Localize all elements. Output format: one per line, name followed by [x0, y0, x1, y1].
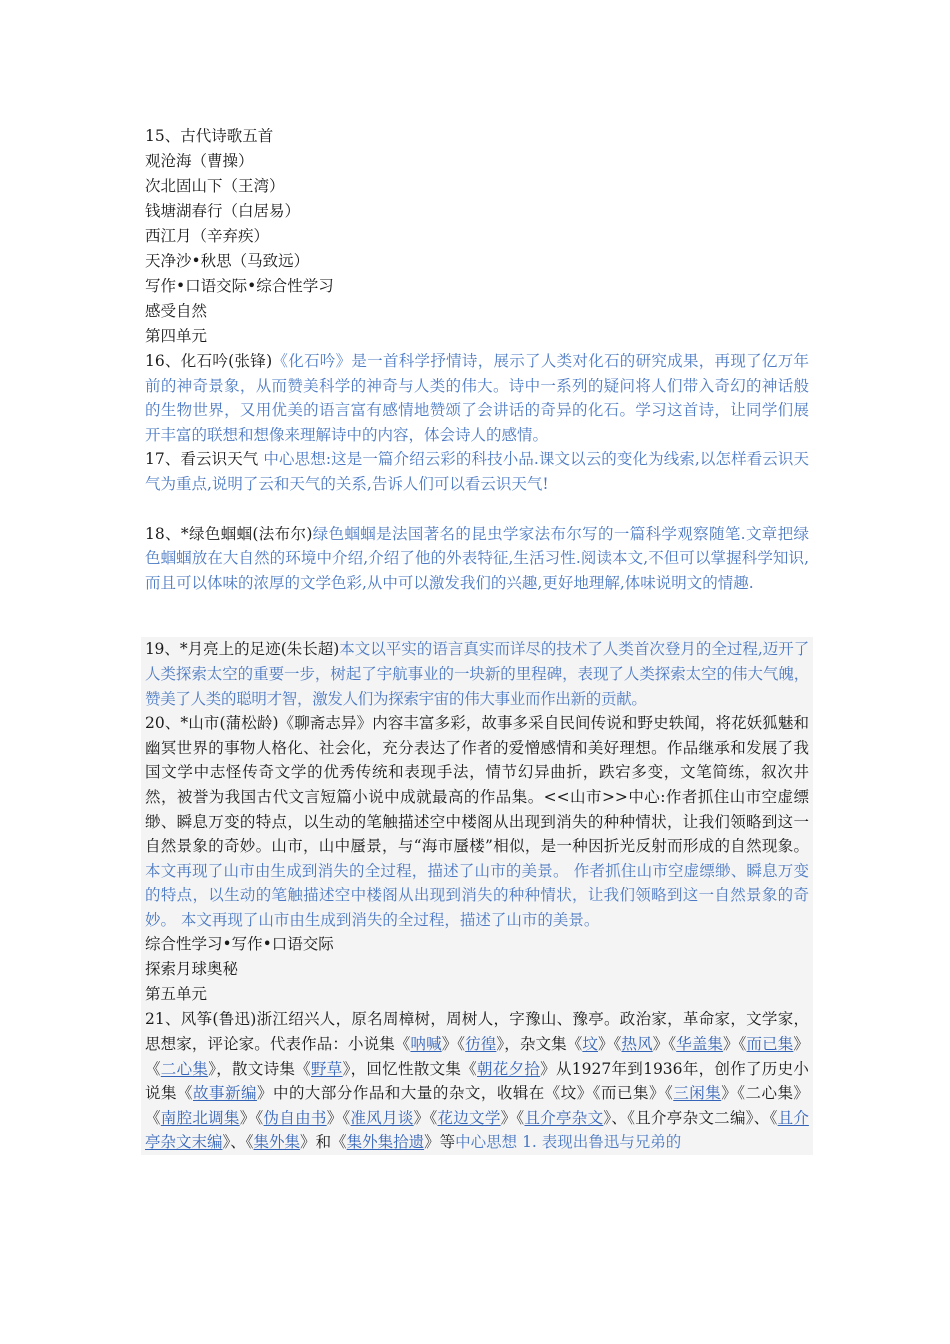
work-link[interactable]: 彷徨 — [465, 1035, 497, 1054]
text-fragment: 《二心集》 — [737, 1084, 809, 1103]
document-content — [145, 124, 809, 1155]
text-fragment: 从1927年到1936年，创作了历史小说集 — [145, 1059, 809, 1103]
lesson-16-heading: 16、化石吟(张锋) — [145, 352, 273, 370]
work-link[interactable]: 呐喊 — [410, 1035, 442, 1054]
spacer — [145, 497, 809, 522]
work-link[interactable]: 二心集 — [160, 1059, 209, 1078]
lesson-21-summary: 中心思想 1. 表现出鲁迅与兄弟的 — [455, 1133, 682, 1152]
lesson-19-paragraph — [145, 637, 809, 711]
activity-heading: 综合性学习•写作•口语交际 — [145, 935, 334, 954]
unit-5-title: 第五单元 — [145, 985, 208, 1004]
text-fragment: 等 — [439, 1133, 456, 1152]
poem-item: 观沧海（曹操） — [145, 152, 254, 170]
lesson-17-heading: 17、看云识天气 — [145, 450, 259, 469]
text-fragment: ，杂文集 — [504, 1035, 567, 1054]
work-link[interactable]: 集外集 — [253, 1133, 301, 1152]
lesson-20-paragraph — [145, 711, 809, 932]
work-link[interactable]: 伪自由书 — [263, 1108, 327, 1127]
text-fragment: 和 — [315, 1133, 332, 1152]
lesson-16-summary: 《化石吟》是一首科学抒情诗，展示了人类对化石的研究成果，再现了亿万年前的神奇景象，从而赞美科学的神奇与人类的伟大。诗中一系列的疑问将人们带入奇幻的神话般的生物世界，又用优美的语言富有感情地赞颂了会讲话的奇异的化石。学习这首诗，让同学们展开丰富的联想和想像来理解诗中的内容，体会诗人的感情。 — [145, 352, 809, 444]
lesson-17-paragraph — [145, 447, 809, 496]
work-link[interactable]: 华盖集 — [676, 1035, 724, 1054]
activity-heading: 写作•口语交际•综合性学习 — [145, 277, 334, 295]
work-link[interactable]: 朝花夕拾 — [477, 1059, 541, 1078]
unit-4-title: 第四单元 — [145, 327, 208, 345]
work-link[interactable]: 花边文学 — [437, 1108, 501, 1127]
lesson-21-paragraph: 21、风筝(鲁迅)浙江绍兴人，原名周樟树，周树人，字豫山、豫亭。政治家，革命家，文学家，思想家，评论家。代表作品：小说集《呐喊》《彷徨》，杂文集《坟》《热风》《华盖集》《而已集》《二心集》，散文诗集《野草》，回忆性散文集《朝花夕拾》从1927年到1936年，创作了历史小说集《故事新编》中的大部分作品和大量的杂文，收辑在《坟》《而已集》《三闲集》《二心集》《南腔北调集》《伪自由书》《准风月谈》《花边文学》《且介亭杂文》、《且介亭杂文二编》、《且介亭杂文末编》、《集外集》和《集外集拾遗》等中心思想 1. 表现出鲁迅与兄弟的 — [145, 1010, 809, 1152]
work-link[interactable]: 且介亭杂文 — [524, 1108, 604, 1127]
text-fragment: 中的大部分作品和大量的杂文，收辑在《坟》《而已集》 — [272, 1084, 665, 1103]
poem-item: 天净沙•秋思（马致远） — [145, 252, 310, 270]
work-link[interactable]: 热风 — [621, 1035, 653, 1054]
work-link[interactable]: 且介亭杂文末编 — [145, 1108, 809, 1152]
text-fragment: ，散文诗集 — [216, 1059, 296, 1078]
text-fragment: 、《且介亭杂文二编》、 — [611, 1108, 770, 1127]
lesson-19-summary: 本文以平实的语言真实而详尽的技术了人类首次登月的全过程,迈开了人类探索太空的重要一步，树起了宇航事业的一块新的里程碑，表现了人类探索太空的伟大气魄，赞美了人类的聪明才智，激发人们为探索宇宙的伟大事业而作出新的贡献。 — [145, 640, 809, 708]
lesson-18-summary: 绿色蝈蝈是法国著名的昆虫学家法布尔写的一篇科学观察随笔.文章把绿色蝈蝈放在大自然的环境中介绍,介绍了他的外表特征,生活习性.阅读本文,不但可以掌握科学知识,而且可以体味的浓厚的文学色彩,从中可以激发我们的兴趣,更好地理解,体味说明文的情趣. — [145, 524, 809, 592]
lesson-15-heading: 15、古代诗歌五首 — [145, 127, 274, 145]
activity-topic: 感受自然 — [145, 302, 208, 320]
activity-topic: 探索月球奥秘 — [145, 960, 239, 979]
poem-item: 钱塘湖春行（白居易） — [145, 202, 301, 220]
lesson-16-paragraph — [145, 349, 809, 447]
text-fragment: ，回忆性散文集 — [350, 1059, 462, 1078]
lesson-18-paragraph — [145, 522, 809, 596]
lesson-20-summary-highlight: 本文再现了山市由生成到消失的全过程，描述了山市的美景。 作者抓住山市空虚缥缈、瞬息万变的特点，以生动的笔触描述空中楼阁从出现到消失的种种情状，让我们领略到这一自然景象的奇妙。 本文再现了山市由生成到消失的全过程，描述了山市的美景。 — [145, 861, 809, 929]
poem-item: 次北固山下（王湾） — [145, 177, 285, 195]
work-link[interactable]: 故事新编 — [192, 1084, 257, 1103]
lesson-21-intro: 21、风筝(鲁迅)浙江绍兴人，原名周樟树，周树人，字豫山、豫亭。政治家，革命家，文学家，思想家，评论家。代表作品：小说集 — [145, 1010, 809, 1054]
shaded-section — [141, 637, 813, 1155]
work-link[interactable]: 集外集拾遗 — [346, 1133, 425, 1152]
lesson-19-heading: 19、*月亮上的足迹(朱长超) — [145, 640, 339, 659]
work-link[interactable]: 而已集 — [746, 1035, 794, 1054]
work-link[interactable]: 野草 — [311, 1059, 343, 1078]
work-link[interactable]: 南腔北调集 — [160, 1108, 240, 1127]
work-link[interactable]: 三闲集 — [673, 1084, 722, 1103]
spacer — [145, 595, 809, 637]
work-link[interactable]: 坟 — [582, 1035, 598, 1054]
lesson-18-heading: 18、*绿色蝈蝈(法布尔) — [145, 524, 313, 543]
lesson-17-summary: 中心思想:这是一篇介绍云彩的科技小品.课文以云的变化为线索,以怎样看云识天气为重点,说明了云和天气的关系,告诉人们可以看云识天气! — [145, 450, 809, 493]
work-link[interactable]: 准风月谈 — [350, 1108, 414, 1127]
lesson-20-summary: 《聊斋志异》内容丰富多彩，故事多采自民间传说和野史轶闻，将花妖狐魅和幽冥世界的事物人格化、社会化，充分表达了作者的爱憎感情和美好理想。作品继承和发展了我国文学中志怪传奇文学的优秀传统和表现手法，情节幻异曲折，跌宕多变，文笔简练，叙次井然，被誉为我国古代文言短篇小说中成就最高的作品集。<<山市>>中心:作者抓住山市空虚缥缈、瞬息万变的特点，以生动的笔触描述空中楼阁从出现到消失的种种情状，让我们领略到这一自然景象的奇妙。山市，山中蜃景，与“海市蜃楼”相似，是一种因折光反射而形成的自然现象。 — [145, 714, 809, 856]
poem-item: 西江月（辛弃疾） — [145, 227, 270, 245]
lesson-20-heading: 20、*山市(蒲松龄) — [145, 714, 279, 733]
